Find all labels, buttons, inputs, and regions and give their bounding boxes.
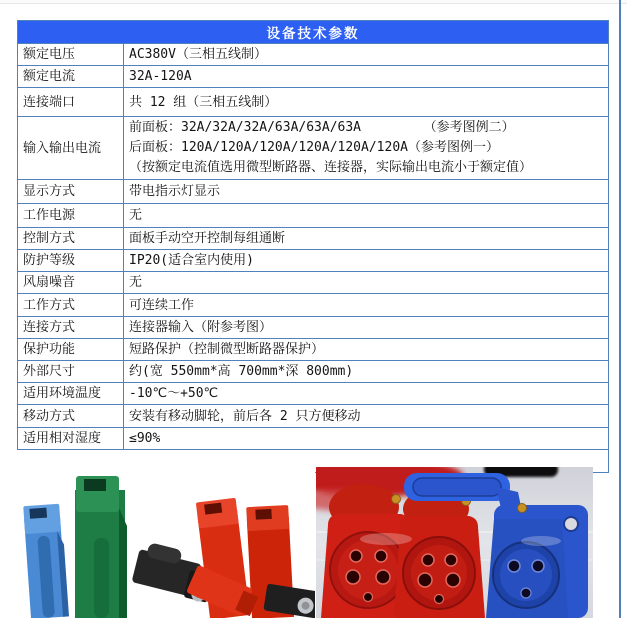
spec-label: 风扇噪音 [18, 272, 124, 294]
spec-label: 外部尺寸 [18, 361, 124, 383]
spec-value-line: 前面板：32A/32A/32A/63A/63A/63A （参考图例二） [129, 120, 515, 135]
spec-value-line: （按额定电流值选用微型断路器、连接器，实际输出电流小于额定值） [129, 160, 533, 175]
right-edge-line [619, 0, 621, 618]
spec-row [18, 88, 609, 117]
spec-label: 移动方式 [18, 405, 124, 428]
table-title: 设备技术参数 [18, 21, 609, 44]
spec-label: 显示方式 [18, 180, 124, 204]
spec-value: 面板手动空开控制每组通断 [124, 228, 609, 250]
spec-row [18, 361, 609, 383]
spec-label: 适用环境温度 [18, 383, 124, 405]
spec-value-line: 后面板：120A/120A/120A/120A/120A/120A（参考图例一） [129, 140, 499, 155]
spec-value: AC380V（三相五线制） [124, 44, 609, 66]
spec-row [18, 228, 609, 250]
spec-row [18, 250, 609, 272]
spec-row [18, 294, 609, 317]
spec-value: ≤90% [124, 428, 609, 450]
spec-label: 输入输出电流 [18, 117, 124, 180]
spec-row [18, 204, 609, 228]
spec-row [18, 339, 609, 361]
spec-label: 连接方式 [18, 317, 124, 339]
spec-label: 工作方式 [18, 294, 124, 317]
spec-row [18, 383, 609, 405]
spec-label: 适用相对湿度 [18, 428, 124, 450]
spec-label: 连接端口 [18, 88, 124, 117]
green-connector [75, 476, 127, 618]
spec-value: 无 [124, 204, 609, 228]
spec-value: IP20(适合室内使用) [124, 250, 609, 272]
spec-table [17, 20, 609, 473]
spec-value: 约(宽 550mm*高 700mm*深 800mm) [124, 361, 609, 383]
spec-row [18, 44, 609, 66]
spec-value: 带电指示灯显示 [124, 180, 609, 204]
spec-value: 32A-120A [124, 66, 609, 88]
spec-row [18, 180, 609, 204]
spec-label: 保护功能 [18, 339, 124, 361]
spec-value: 无 [124, 272, 609, 294]
spec-row [18, 428, 609, 450]
spec-label: 控制方式 [18, 228, 124, 250]
spec-value: -10℃～+50℃ [124, 383, 609, 405]
spec-row [18, 117, 609, 180]
spec-row [18, 66, 609, 88]
spec-label: 额定电流 [18, 66, 124, 88]
spec-value: 连接器输入（附参考图） [124, 317, 609, 339]
sockets-illustration [316, 467, 593, 618]
spec-value: 安装有移动脚轮，前后各 2 只方便移动 [124, 405, 609, 428]
spec-row [18, 405, 609, 428]
spec-row [18, 272, 609, 294]
spec-label: 额定电压 [18, 44, 124, 66]
connectors-photo [15, 450, 315, 618]
top-divider [0, 0, 627, 4]
spec-label: 防护等级 [18, 250, 124, 272]
spec-value [124, 117, 609, 180]
sockets-photo [316, 467, 593, 618]
spec-row [18, 317, 609, 339]
spec-label: 工作电源 [18, 204, 124, 228]
spec-value: 共 12 组（三相五线制） [124, 88, 609, 117]
spec-value: 可连续工作 [124, 294, 609, 317]
connectors-illustration [15, 450, 315, 618]
spec-value: 短路保护（控制微型断路器保护） [124, 339, 609, 361]
